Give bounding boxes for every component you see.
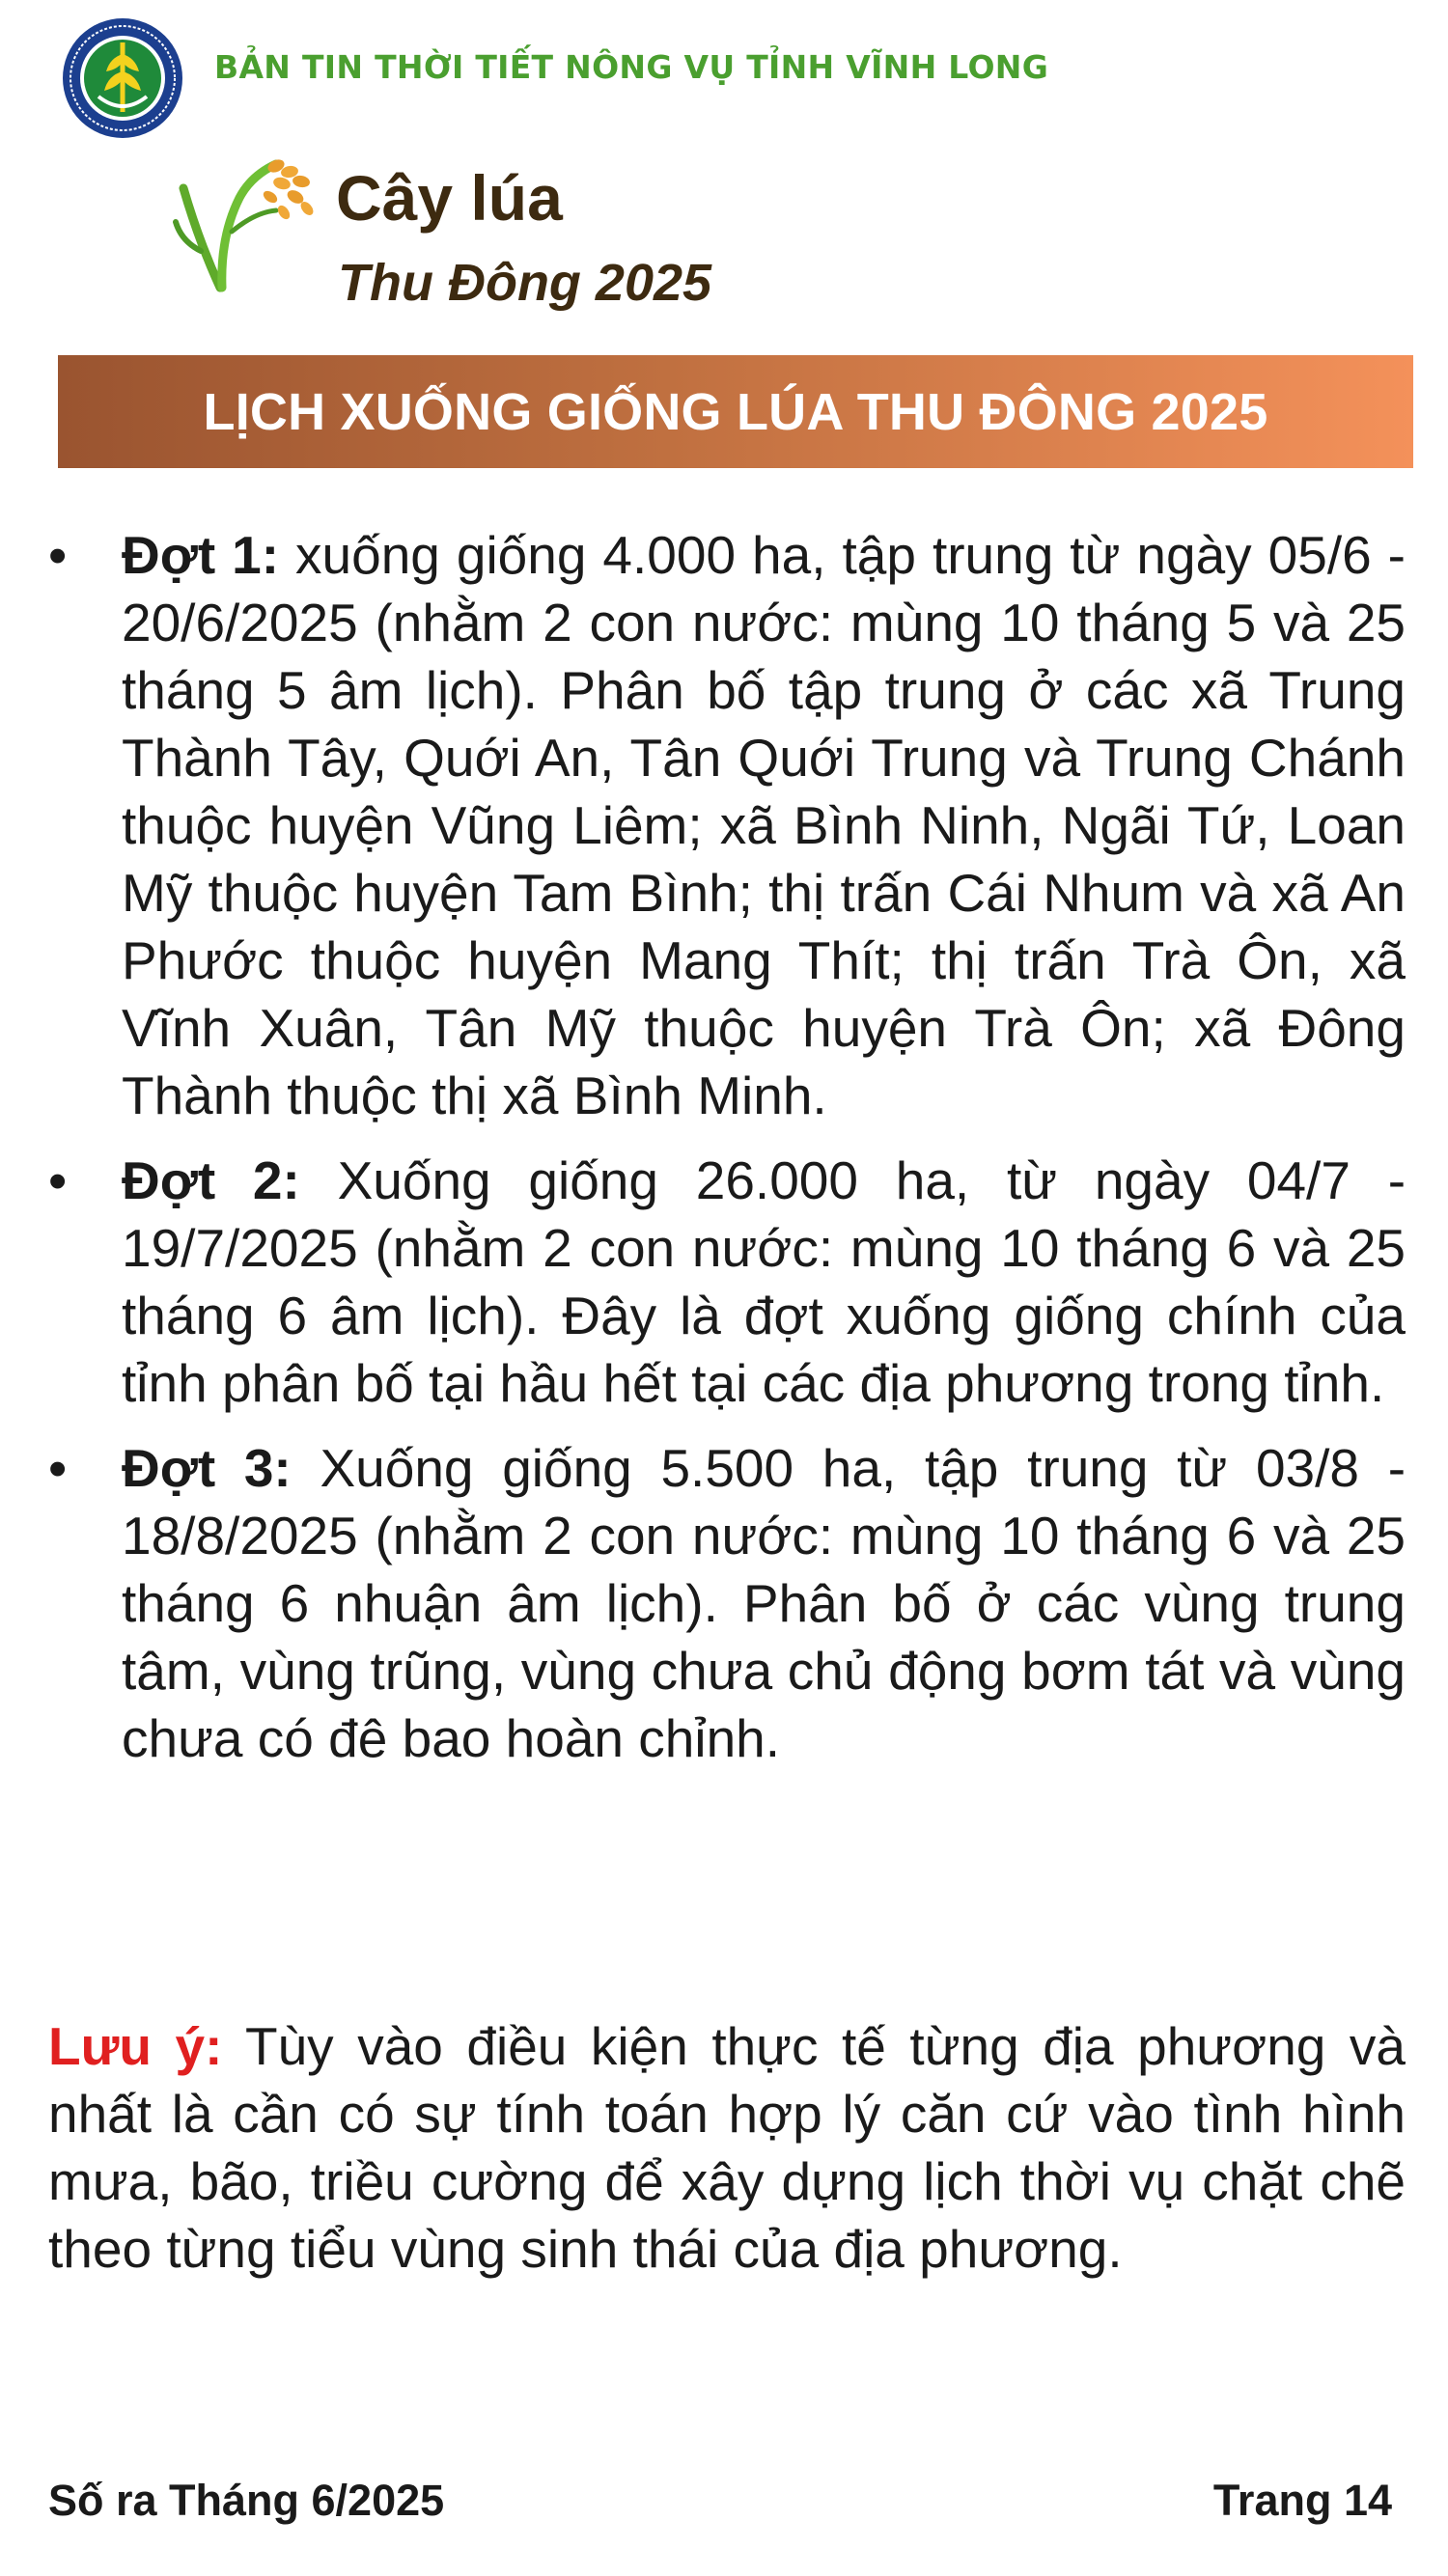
phase-label: Đợt 1: <box>122 525 280 585</box>
page-number: Trang 14 <box>1212 2476 1392 2525</box>
phase-item-2 <box>48 1147 1406 1417</box>
bullet: • <box>48 525 68 585</box>
bullet: • <box>48 1438 68 1498</box>
section-banner <box>58 355 1413 468</box>
bullet: • <box>48 1150 68 1210</box>
phase-text: Xuống giống 26.000 ha, từ ngày 04/7 - 19/7/2025 (nhằm 2 con nước: mùng 10 tháng 6 và 25 tháng 6 âm lịch). Đây là đợt xuống giống chính của tỉnh phân bố tại hầu hết tại các địa phương trong tỉnh. <box>122 1150 1406 1413</box>
agriculture-seal-icon <box>60 15 185 141</box>
note-label: Lưu ý: <box>48 2016 223 2076</box>
phase-item-1 <box>48 521 1406 1129</box>
phase-text: Xuống giống 5.500 ha, tập trung từ 03/8 - 18/8/2025 (nhằm 2 con nước: mùng 10 tháng 6 và 25 tháng 6 nhuận âm lịch). Phân bố ở các vùng trung tâm, vùng trũng, vùng chưa chủ động bơm tát và vùng chưa có đê bao hoàn chỉnh. <box>122 1438 1406 1768</box>
crop-name: Cây lúa <box>336 162 563 234</box>
rice-stalk-icon <box>162 145 317 299</box>
note-text: Tùy vào điều kiện thực tế từng địa phương và nhất là cần có sự tính toán hợp lý căn cứ vào tình hình mưa, bão, triều cường để xây dựng lịch thời vụ chặt chẽ theo từng tiểu vùng sinh thái của địa phương. <box>48 2016 1406 2279</box>
note-paragraph <box>48 2012 1406 2283</box>
phase-text: xuống giống 4.000 ha, tập trung từ ngày 05/6 - 20/6/2025 (nhằm 2 con nước: mùng 10 tháng 5 và 25 tháng 5 âm lịch). Phân bố tập trung ở các xã Trung Thành Tây, Quới An, Tân Quới Trung và Trung Chánh thuộc huyện Vũng Liêm; xã Bình Ninh, Ngãi Tứ, Loan Mỹ thuộc huyện Tam Bình; thị trấn Cái Nhum và xã An Phước thuộc huyện Mang Thít; thị trấn Trà Ôn, xã Vĩnh Xuân, Tân Mỹ thuộc huyện Trà Ôn; xã Đông Thành thuộc thị xã Bình Minh. <box>122 525 1406 1125</box>
phase-list <box>48 521 1406 1789</box>
phase-item-3 <box>48 1434 1406 1772</box>
section-title: LỊCH XUỐNG GIỐNG LÚA THU ĐÔNG 2025 <box>203 382 1268 441</box>
season-name: Thu Đông 2025 <box>338 254 712 312</box>
footer-issue: Số ra Tháng 6/2025 <box>48 2476 445 2525</box>
bulletin-title: BẢN TIN THỜI TIẾT NÔNG VỤ TỈNH VĨNH LONG <box>214 48 1049 86</box>
phase-label: Đợt 2: <box>122 1150 300 1210</box>
phase-label: Đợt 3: <box>122 1438 292 1498</box>
